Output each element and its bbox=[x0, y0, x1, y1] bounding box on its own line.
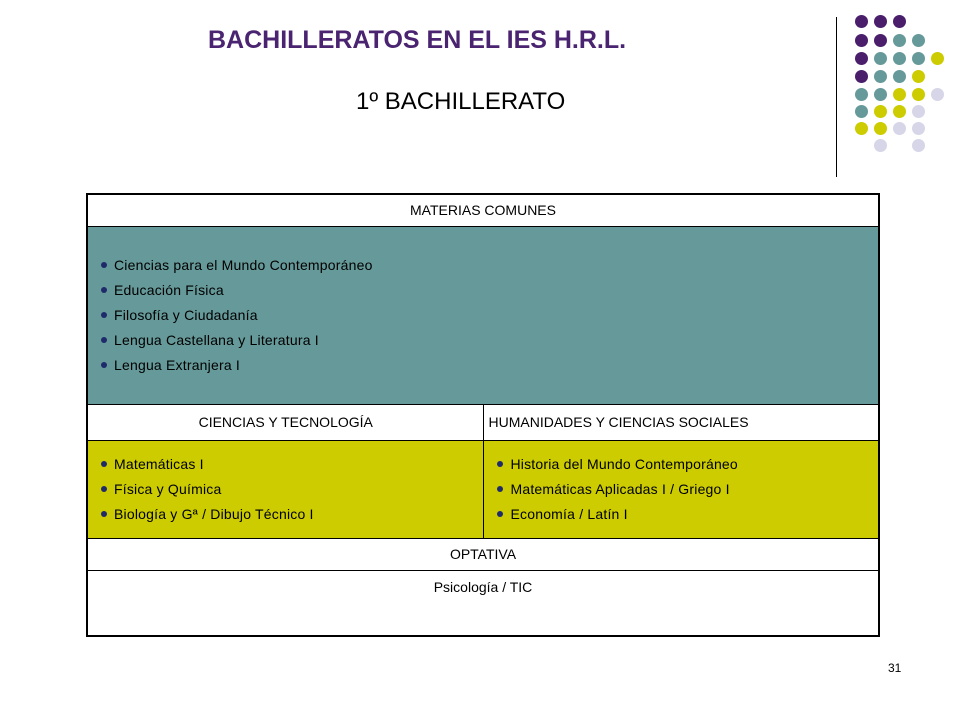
humanities-subjects-cell bbox=[484, 440, 879, 538]
decorative-dot bbox=[874, 15, 887, 28]
decorative-dot bbox=[855, 52, 868, 65]
decorative-dot bbox=[893, 122, 906, 135]
decorative-dot bbox=[874, 70, 887, 83]
decorative-dot bbox=[855, 122, 868, 135]
humanities-subjects-list bbox=[484, 452, 878, 527]
decorative-dot bbox=[893, 70, 906, 83]
decorative-dot bbox=[874, 52, 887, 65]
decorative-dot bbox=[874, 88, 887, 101]
list-item: Física y Química bbox=[100, 477, 483, 502]
humanities-social-header: HUMANIDADES Y CIENCIAS SOCIALES bbox=[484, 404, 879, 440]
list-item: Educación Física bbox=[100, 278, 878, 303]
decorative-dot bbox=[912, 70, 925, 83]
decorative-dot bbox=[893, 105, 906, 118]
list-item: Matemáticas I bbox=[100, 452, 483, 477]
list-item: Economía / Latín I bbox=[496, 502, 878, 527]
decorative-dot bbox=[893, 34, 906, 47]
slide-title: BACHILLERATOS EN EL IES H.R.L. bbox=[208, 26, 627, 54]
decorative-dot bbox=[874, 122, 887, 135]
page-number: 31 bbox=[888, 661, 902, 675]
decorative-dot bbox=[912, 139, 925, 152]
common-subjects-cell bbox=[87, 226, 879, 404]
decorative-dot bbox=[893, 52, 906, 65]
decorative-dot bbox=[893, 15, 906, 28]
decorative-dot bbox=[912, 88, 925, 101]
vertical-divider-line bbox=[836, 17, 837, 177]
optional-subjects-value: Psicología / TIC bbox=[87, 570, 879, 636]
decorative-dot bbox=[874, 34, 887, 47]
science-subjects-cell bbox=[87, 440, 484, 538]
optional-header: OPTATIVA bbox=[87, 538, 879, 570]
list-item: Lengua Castellana y Literatura I bbox=[100, 328, 878, 353]
decorative-dot bbox=[912, 34, 925, 47]
decorative-dot bbox=[855, 15, 868, 28]
decorative-dot bbox=[855, 34, 868, 47]
slide-subtitle: 1º BACHILLERATO bbox=[356, 88, 566, 115]
decorative-dot bbox=[855, 105, 868, 118]
decorative-dot bbox=[874, 105, 887, 118]
decorative-dot bbox=[912, 52, 925, 65]
subjects-table bbox=[86, 193, 880, 637]
decorative-dot bbox=[855, 70, 868, 83]
decorative-dot bbox=[912, 105, 925, 118]
list-item: Historia del Mundo Contemporáneo bbox=[496, 452, 878, 477]
science-technology-header: CIENCIAS Y TECNOLOGÍA bbox=[87, 404, 484, 440]
decorative-dot bbox=[874, 139, 887, 152]
list-item: Biología y Gª / Dibujo Técnico I bbox=[100, 502, 483, 527]
decorative-dot bbox=[912, 122, 925, 135]
common-subjects-header: MATERIAS COMUNES bbox=[87, 194, 879, 226]
common-subjects-list bbox=[88, 253, 878, 378]
list-item: Matemáticas Aplicadas I / Griego I bbox=[496, 477, 878, 502]
decorative-dot bbox=[893, 88, 906, 101]
decorative-dot bbox=[855, 88, 868, 101]
decorative-dot bbox=[931, 52, 944, 65]
decorative-dot bbox=[931, 88, 944, 101]
science-subjects-list bbox=[88, 452, 483, 527]
list-item: Filosofía y Ciudadanía bbox=[100, 303, 878, 328]
list-item: Ciencias para el Mundo Contemporáneo bbox=[100, 253, 878, 278]
list-item: Lengua Extranjera I bbox=[100, 353, 878, 378]
